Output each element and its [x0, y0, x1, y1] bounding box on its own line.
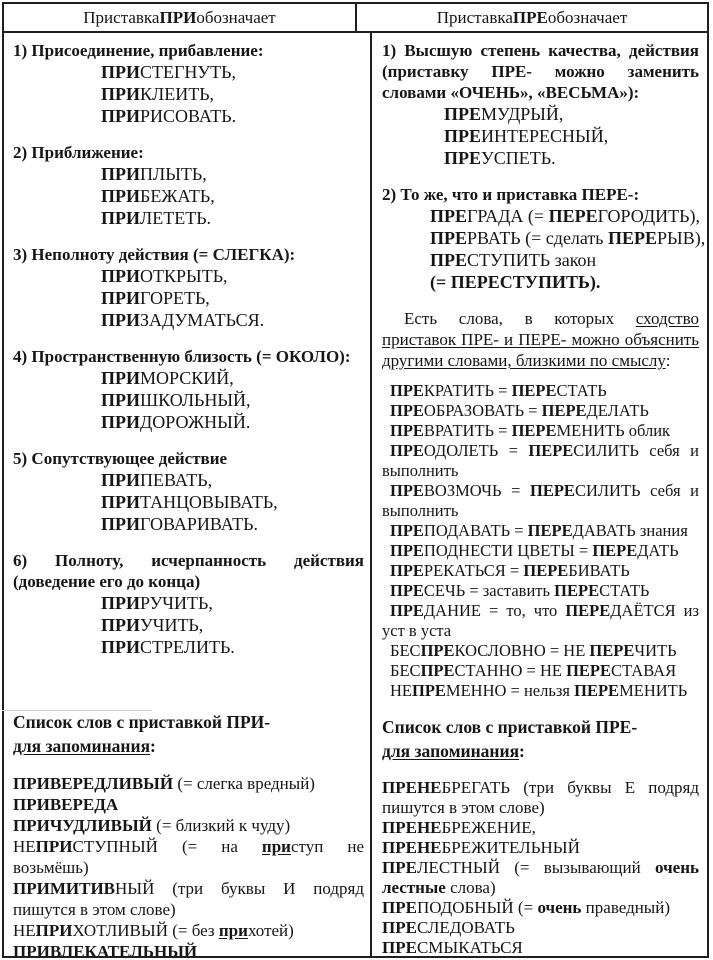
text-segment: ПРЕ: [390, 401, 424, 420]
text-segment: СТАТЬ: [599, 581, 650, 600]
numbered-item: [13, 244, 364, 331]
text-segment: при: [218, 921, 248, 940]
item-label: [382, 184, 699, 205]
numbered-item: [382, 184, 706, 293]
text-segment: Приставка: [83, 8, 160, 27]
text-segment: СТЕГНУТЬ,: [140, 62, 236, 82]
text-segment: ПРЕ: [430, 250, 468, 270]
table-header-row: [4, 4, 707, 33]
memorize-word-line: [13, 920, 364, 941]
text-segment: ДАЁТСЯ из уст в уста: [382, 601, 699, 640]
text-segment: РИСОВАТЬ.: [140, 106, 237, 126]
text-segment: ПРЕ: [444, 148, 482, 168]
text-segment: ПРИ: [101, 62, 140, 82]
equivalence-list: [382, 381, 699, 701]
text-segment: ИНТЕРЕСНЫЙ,: [481, 126, 609, 146]
text-segment: ПРИ: [13, 942, 50, 956]
example-word: [13, 389, 364, 411]
equivalence-line: [382, 641, 699, 661]
text-segment: СТРЕЛИТЬ.: [140, 637, 235, 657]
text-segment: СТАТЬ: [556, 381, 607, 400]
text-segment: ДАТЬ: [637, 541, 679, 560]
text-segment: ПРЕНЕ: [382, 818, 442, 837]
text-segment: 6) Полноту, исчерпанность действия (доведение его до конца): [13, 551, 364, 591]
text-segment: ПРИ: [101, 164, 140, 184]
text-segment: ОБРАЗОВАТЬ =: [423, 401, 542, 420]
example-word: [13, 367, 364, 389]
text-segment: УСПЕТЬ.: [481, 148, 556, 168]
text-segment: ГРАДА (=: [467, 206, 549, 226]
text-segment: ПРЕ: [382, 898, 417, 917]
equivalence-line: [382, 601, 699, 641]
text-segment: БЕС: [390, 661, 421, 680]
text-segment: СТАВАЯ: [611, 661, 677, 680]
example-word: [13, 83, 364, 105]
text-segment: ПРЕ: [420, 641, 455, 660]
text-segment: ПРЕ: [390, 521, 424, 540]
text-segment: ПЕРЕ: [530, 481, 575, 500]
text-segment: ПРЕ: [420, 661, 455, 680]
example-word: [382, 249, 699, 271]
text-segment: ЛЕТЕТЬ.: [140, 208, 212, 228]
text-segment: ПРИ: [101, 208, 140, 228]
text-segment: ПРЕ: [444, 126, 482, 146]
text-segment: ПРИ: [101, 615, 140, 635]
example-word: [13, 287, 364, 309]
text-segment: ПЕРЕ: [574, 681, 620, 700]
text-segment: УЧИТЬ,: [140, 615, 204, 635]
text-segment: ПРИ: [101, 514, 140, 534]
equivalence-line: [382, 541, 699, 561]
text-segment: СТУПИТЬ закон: [467, 250, 597, 270]
text-segment: РУЧИТЬ,: [140, 593, 213, 613]
text-segment: СЕЧЬ = заставить: [423, 581, 555, 600]
text-segment: (= слегка вредный): [173, 774, 315, 793]
equivalence-line: [382, 681, 699, 701]
text-segment: праведный): [581, 898, 670, 917]
text-segment: МУДРЫЙ,: [481, 104, 564, 124]
text-segment: РЫВ),: [657, 228, 706, 248]
memorize-word-list: [382, 778, 699, 956]
text-segment: :: [665, 351, 671, 370]
equivalence-line: [382, 521, 699, 541]
example-word: [382, 125, 699, 147]
text-segment: НЫЙ (три буквы И подряд пишутся в этом слове): [13, 879, 364, 919]
memorize-word-line: [382, 858, 699, 898]
text-segment: ПРИ: [101, 368, 140, 388]
equivalence-line: [382, 381, 699, 401]
text-segment: ПЕРЕ: [548, 206, 598, 226]
note-paragraph: [382, 308, 699, 371]
column-pri: [4, 33, 372, 956]
text-segment: МЕНИТЬ облик: [556, 421, 671, 440]
item-label: [13, 550, 364, 592]
text-segment: 4) Пространственную близость (= ОКОЛО):: [13, 347, 351, 366]
column-pre: [372, 33, 707, 956]
text-segment: ПРИ: [101, 412, 140, 432]
memorize-word-line: [382, 778, 699, 818]
text-segment: НЕ: [390, 681, 412, 700]
text-segment: ПРИ: [101, 492, 140, 512]
text-segment: ПРИ: [101, 390, 140, 410]
memorize-word-line: [13, 941, 364, 956]
numbered-item: [13, 142, 364, 229]
text-segment: ГОРЕТЬ,: [140, 288, 210, 308]
text-segment: ПРЕ: [512, 8, 548, 27]
text-segment: ЛЕСТНЫЙ (= вызывающий: [416, 858, 656, 877]
text-segment: МЕНИТЬ: [619, 681, 688, 700]
text-segment: КЛЕИТЬ,: [140, 84, 215, 104]
table-body-row: [4, 33, 707, 956]
text-segment: ПРИ: [101, 106, 140, 126]
text-segment: очень лестные: [382, 858, 699, 897]
text-segment: ПРЕ: [382, 918, 417, 937]
text-segment: СЛЕДОВАТЬ: [416, 918, 515, 937]
text-segment: ВРАТИТЬ =: [423, 421, 512, 440]
text-segment: ПРЕ: [382, 858, 417, 877]
memorize-word-line: [382, 898, 699, 918]
text-segment: для запоминания: [13, 736, 151, 756]
equivalence-line: [382, 401, 699, 421]
text-segment: ДОРОЖНЫЙ.: [140, 412, 251, 432]
text-segment: ПРЕ: [390, 581, 424, 600]
header-pri: [4, 4, 357, 31]
heading-line: [13, 710, 364, 734]
memorize-word-line: [13, 794, 364, 815]
text-segment: ПРЕ: [390, 481, 424, 500]
text-segment: 3) Неполноту действия (= СЛЕГКА):: [13, 245, 296, 264]
memorize-word-list: [13, 773, 364, 956]
text-segment: 2) Приближение:: [13, 143, 144, 162]
equivalence-line: [382, 581, 699, 601]
numbered-item: [382, 40, 699, 169]
text-segment: ПОДНЕСТИ ЦВЕТЫ =: [423, 541, 593, 560]
header-pre: [357, 4, 707, 31]
text-segment: ПРЕ: [382, 938, 417, 956]
text-segment: ШКОЛЬНЫЙ,: [140, 390, 251, 410]
text-segment: ПЕРЕ: [528, 441, 574, 460]
memorize-list-heading: [13, 710, 364, 758]
text-segment: ПРЕНЕ: [382, 838, 442, 857]
text-segment: ПРИ: [35, 837, 73, 856]
text-segment: :: [519, 741, 525, 761]
text-segment: ДАНИЕ = то, что: [423, 601, 566, 620]
example-word: [382, 205, 699, 227]
text-segment: ПЕРЕ: [527, 521, 573, 540]
text-segment: ПОДОБНЫЙ (=: [416, 898, 538, 917]
example-word: [13, 105, 364, 127]
numbered-item: [13, 40, 364, 127]
item-label: [13, 40, 364, 61]
example-word: [13, 592, 364, 614]
prefix-comparison-table: [2, 2, 709, 958]
text-segment: БЕС: [390, 641, 421, 660]
item-label: [13, 346, 364, 367]
text-segment: ПРЕ: [390, 541, 424, 560]
memorize-word-line: [13, 836, 364, 878]
example-word: [13, 265, 364, 287]
text-segment: ПРЕ: [444, 104, 482, 124]
text-segment: СИЛИТЬ себя и выполнить: [382, 481, 699, 520]
text-segment: ПРЕ: [390, 601, 424, 620]
text-segment: ПРЕНЕ: [382, 778, 442, 797]
text-segment: ПРИ: [101, 266, 140, 286]
text-segment: ПЕРЕ: [523, 561, 569, 580]
text-segment: ВЛЕКАТЕЛЬНЫЙ: [49, 942, 198, 956]
item-label: [13, 244, 364, 265]
memorize-word-line: [382, 918, 699, 938]
text-segment: хотей): [247, 921, 294, 940]
text-segment: СМЫКАТЬСЯ: [416, 938, 523, 956]
text-segment: ЧИТЬ: [634, 641, 677, 660]
text-segment: ТАНЦОВЫВАТЬ,: [140, 492, 278, 512]
text-segment: ПРЕ: [412, 681, 446, 700]
text-segment: ХОТЛИВЫЙ (= без: [72, 921, 219, 940]
text-segment: ПЕРЕ: [541, 401, 587, 420]
example-word: [13, 309, 364, 331]
text-segment: ПРЕ: [430, 228, 468, 248]
text-segment: ПРИЧУДЛИВЫЙ: [13, 816, 152, 835]
equivalence-line: [382, 661, 699, 681]
text-segment: НЕ: [13, 837, 36, 856]
text-segment: Список слов с приставкой ПРЕ-: [382, 717, 638, 737]
text-segment: БРЕЖИТЕЛЬНЫЙ: [441, 838, 580, 857]
text-segment: МЕННО = нельзя: [445, 681, 575, 700]
text-segment: ДЕЛАТЬ: [586, 401, 649, 420]
text-segment: ГОРОДИТЬ),: [597, 206, 700, 226]
text-segment: 2) То же, что и приставка ПЕРЕ-:: [382, 185, 640, 204]
text-segment: МОРСКИЙ,: [140, 368, 234, 388]
equivalence-line: [382, 421, 699, 441]
text-segment: БРЕЖЕНИЕ,: [441, 818, 536, 837]
text-segment: ПРЕ: [390, 561, 424, 580]
example-word: [13, 163, 364, 185]
text-segment: ДАВАТЬ знания: [572, 521, 688, 540]
example-word: [13, 411, 364, 433]
heading-line: [13, 734, 364, 758]
example-word: [13, 614, 364, 636]
memorize-list-heading: [382, 715, 699, 763]
text-segment: Приставка: [436, 8, 513, 27]
text-segment: ступ не возьмёшь): [13, 837, 364, 877]
text-segment: очень: [537, 898, 582, 917]
example-word: [382, 227, 706, 249]
text-segment: ЗАДУМАТЬСЯ.: [140, 310, 265, 330]
text-segment: (= ПЕРЕСТУПИТЬ).: [430, 272, 601, 292]
memorize-word-line: [382, 838, 699, 858]
text-segment: ПЕРЕ: [566, 661, 612, 680]
text-segment: слова): [445, 878, 496, 897]
text-segment: ПЕРЕ: [511, 381, 557, 400]
text-segment: ГОВАРИВАТЬ.: [140, 514, 258, 534]
equivalence-line: [382, 441, 699, 481]
item-label: [13, 142, 364, 163]
text-segment: для запоминания: [382, 741, 520, 761]
text-segment: ПРИ: [159, 8, 197, 27]
text-segment: ПРИ: [101, 593, 140, 613]
equivalence-line: [382, 481, 699, 521]
heading-line: [382, 715, 699, 739]
text-segment: ПРИ: [35, 921, 73, 940]
text-segment: КОСЛОВНО = НЕ: [454, 641, 590, 660]
text-segment: ПРИВЕРЕДА: [13, 795, 119, 814]
example-word: [382, 147, 699, 169]
text-segment: ПРИ: [101, 288, 140, 308]
numbered-item: [13, 550, 364, 658]
text-segment: ПРИ: [101, 470, 140, 490]
text-segment: при: [261, 837, 291, 856]
text-segment: РЕКАТЬСЯ =: [423, 561, 524, 580]
example-word: [13, 61, 364, 83]
text-segment: ПЛЫТЬ,: [140, 164, 207, 184]
text-segment: ПЕВАТЬ,: [140, 470, 213, 490]
item-label: [382, 40, 699, 103]
text-segment: ПЕРЕ: [554, 581, 600, 600]
text-segment: :: [150, 736, 156, 756]
numbered-item: [13, 448, 364, 535]
example-word: [13, 469, 364, 491]
text-segment: СИЛИТЬ себя и выполнить: [382, 441, 699, 480]
memorize-word-line: [13, 815, 364, 836]
text-segment: ПЕРЕ: [511, 421, 557, 440]
memorize-word-line: [13, 773, 364, 794]
text-segment: 1) Высшую степень качества, действия (приставку ПРЕ- можно заменить словами «ОЧЕНЬ», «ВЕСЬМА»):: [382, 41, 699, 102]
text-segment: ПЕРЕ: [565, 601, 611, 620]
text-segment: Есть слова, в которых: [404, 309, 636, 328]
text-segment: ПРИ: [101, 637, 140, 657]
example-word: [13, 185, 364, 207]
scan-artifact-line: [2, 710, 152, 711]
text-segment: ПРИМИТИВ: [13, 879, 115, 898]
text-segment: СТАННО = НЕ: [454, 661, 567, 680]
text-segment: ПРИ: [101, 84, 140, 104]
memorize-word-line: [382, 938, 699, 956]
text-segment: БИВАТЬ: [568, 561, 630, 580]
text-segment: Список слов с приставкой ПРИ-: [13, 712, 271, 732]
text-segment: ВОЗМОЧЬ =: [423, 481, 530, 500]
text-segment: ПЕРЕ: [592, 541, 638, 560]
text-segment: ПРЕ: [390, 441, 424, 460]
text-segment: ОТКРЫТЬ,: [140, 266, 228, 286]
item-label: [13, 448, 364, 469]
heading-line: [382, 739, 699, 763]
text-segment: КРАТИТЬ =: [423, 381, 512, 400]
text-segment: БРЕГАТЬ (три буквы Е подряд пишутся в этом слове): [382, 778, 699, 817]
text-segment: ПРЕ: [390, 381, 424, 400]
text-segment: сходство приставок ПРЕ- и ПЕРЕ- можно объяснить другими словами, близкими по смыслу: [382, 309, 699, 370]
text-segment: БЕЖАТЬ,: [140, 186, 215, 206]
text-segment: (= близкий к чуду): [151, 816, 291, 835]
text-segment: ПРИ: [101, 186, 140, 206]
equivalence-line: [382, 561, 699, 581]
text-segment: ПРИВЕРЕДЛИВЫЙ: [13, 774, 174, 793]
memorize-word-line: [13, 878, 364, 920]
text-segment: НЕ: [13, 921, 36, 940]
example-word: [13, 207, 364, 229]
text-segment: ПРЕ: [430, 206, 468, 226]
text-segment: ПРИ: [101, 310, 140, 330]
example-word: [382, 271, 699, 293]
example-word: [382, 103, 699, 125]
numbered-item: [13, 346, 364, 433]
text-segment: обозначает: [547, 8, 628, 27]
text-segment: ПОДАВАТЬ =: [423, 521, 528, 540]
example-word: [13, 636, 364, 658]
example-word: [13, 513, 364, 535]
text-segment: 5) Сопутствующее действие: [13, 449, 228, 468]
text-segment: обозначает: [196, 8, 276, 27]
text-segment: ПЕРЕ: [608, 228, 658, 248]
text-segment: ОДОЛЕТЬ =: [423, 441, 529, 460]
text-segment: СТУПНЫЙ (= на: [72, 837, 262, 856]
memorize-word-line: [382, 818, 699, 838]
example-word: [13, 491, 364, 513]
text-segment: ПЕРЕ: [589, 641, 635, 660]
text-segment: РВАТЬ (= сделать: [467, 228, 609, 248]
text-segment: ПРЕ: [390, 421, 424, 440]
text-segment: 1) Присоединение, прибавление:: [13, 41, 264, 60]
